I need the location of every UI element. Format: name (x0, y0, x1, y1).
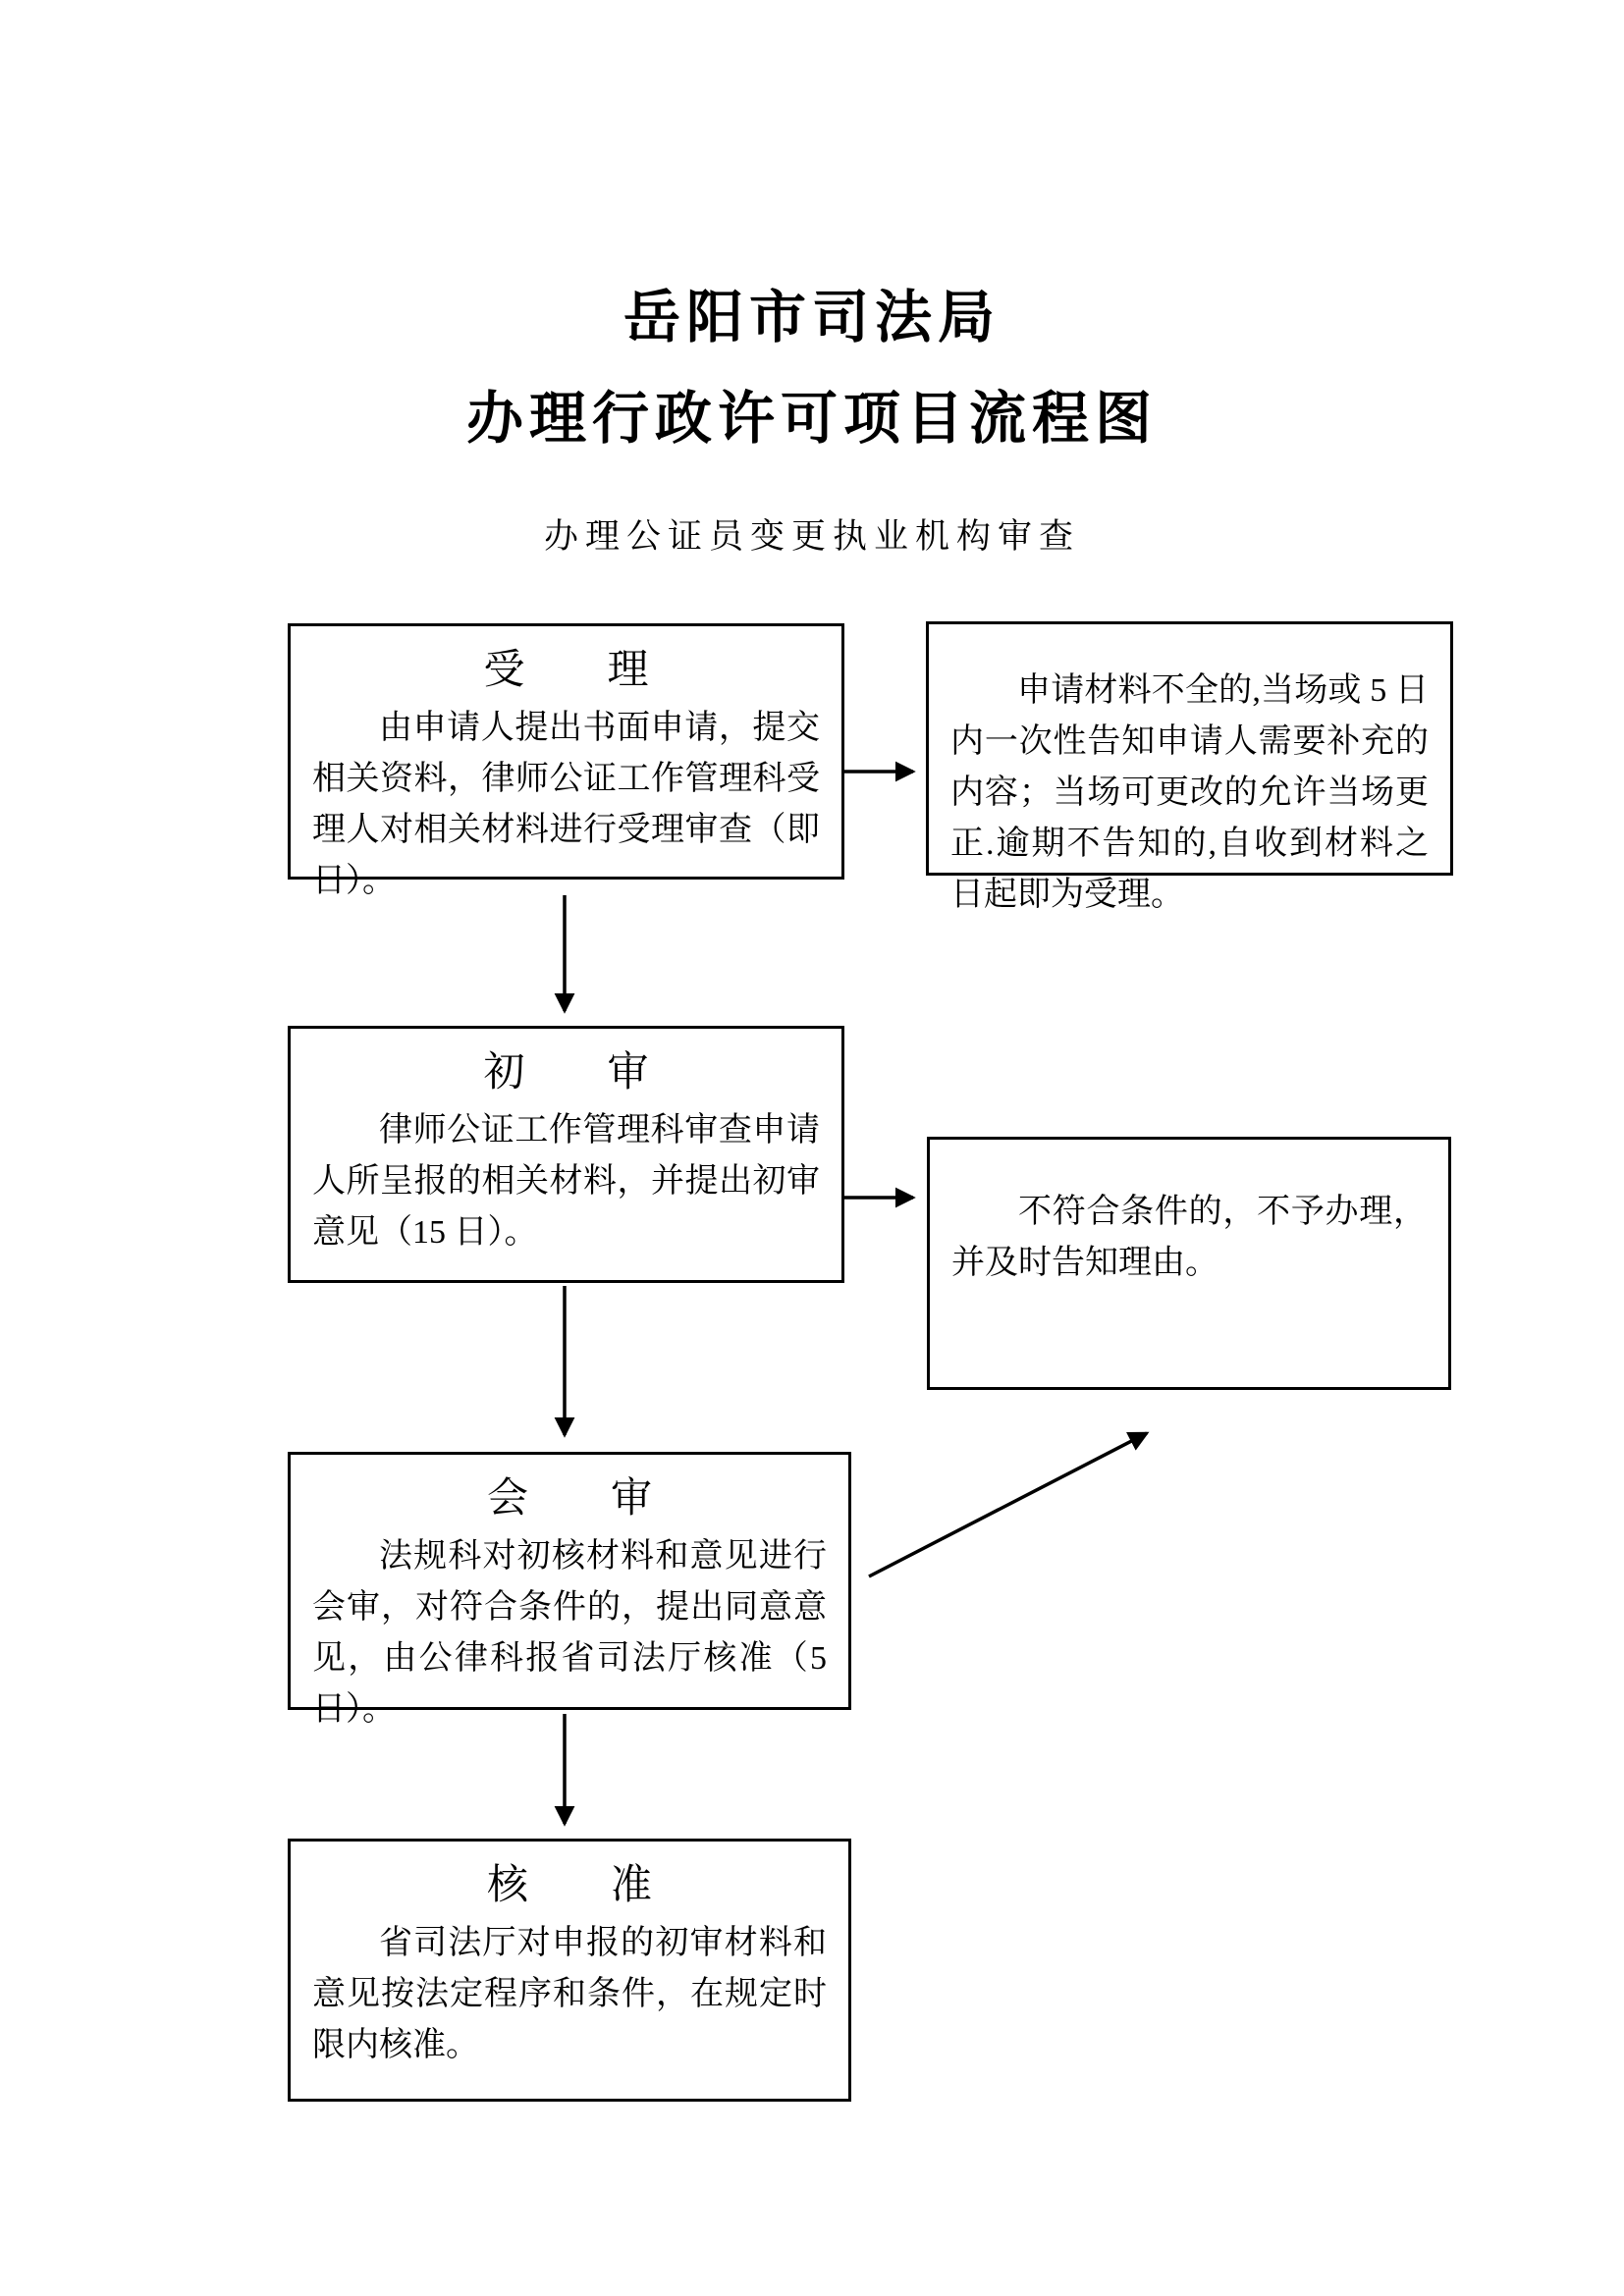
flow-box-accept-body: 由申请人提出书面申请，提交相关资料，律师公证工作管理科受理人对相关材料进行受理审查（即日）。 (312, 710, 820, 899)
flow-box-approval (288, 1839, 851, 2102)
flow-box-approval-body: 省司法厅对申报的初审材料和意见按法定程序和条件，在规定时限内核准。 (312, 1925, 827, 2063)
arrow-joint-review-diagonal (869, 1433, 1147, 1576)
flow-box-initial-review-title: 初 审 (483, 1050, 649, 1095)
flow-box-accept (288, 623, 844, 899)
flow-box-joint-review-title: 会 审 (486, 1476, 652, 1522)
flow-box-accept-note-body: 申请材料不全的,当场或 5 日内一次性告知申请人需要补充的内容；当场可更改的允许当场更正.逾期不告知的,自收到材料之日起即为受理。 (950, 672, 1429, 913)
flow-box-accept-note (926, 621, 1453, 913)
flow-box-approval-title: 核 准 (486, 1863, 652, 1908)
document-title-line2: 办理行政许可项目流程图 (465, 387, 1158, 451)
flow-box-joint-review-body: 法规科对初核材料和意见进行会审，对符合条件的，提出同意意见，由公律科报省司法厅核准（5 日）。 (312, 1538, 827, 1728)
flow-box-joint-review (288, 1452, 851, 1728)
flow-box-reject-note-body: 不符合条件的，不予办理，并及时告知理由。 (951, 1194, 1427, 1281)
flow-box-reject-note (927, 1137, 1451, 1390)
flow-box-initial-review (288, 1026, 844, 1283)
document-title-line1: 岳阳市司法局 (623, 286, 1001, 349)
flow-box-initial-review-body: 律师公证工作管理科审查申请人所呈报的相关材料，并提出初审意见（15 日）。 (312, 1112, 820, 1251)
document-subtitle: 办理公证员变更执业机构审查 (543, 517, 1080, 556)
flow-box-accept-title: 受 理 (483, 648, 649, 693)
